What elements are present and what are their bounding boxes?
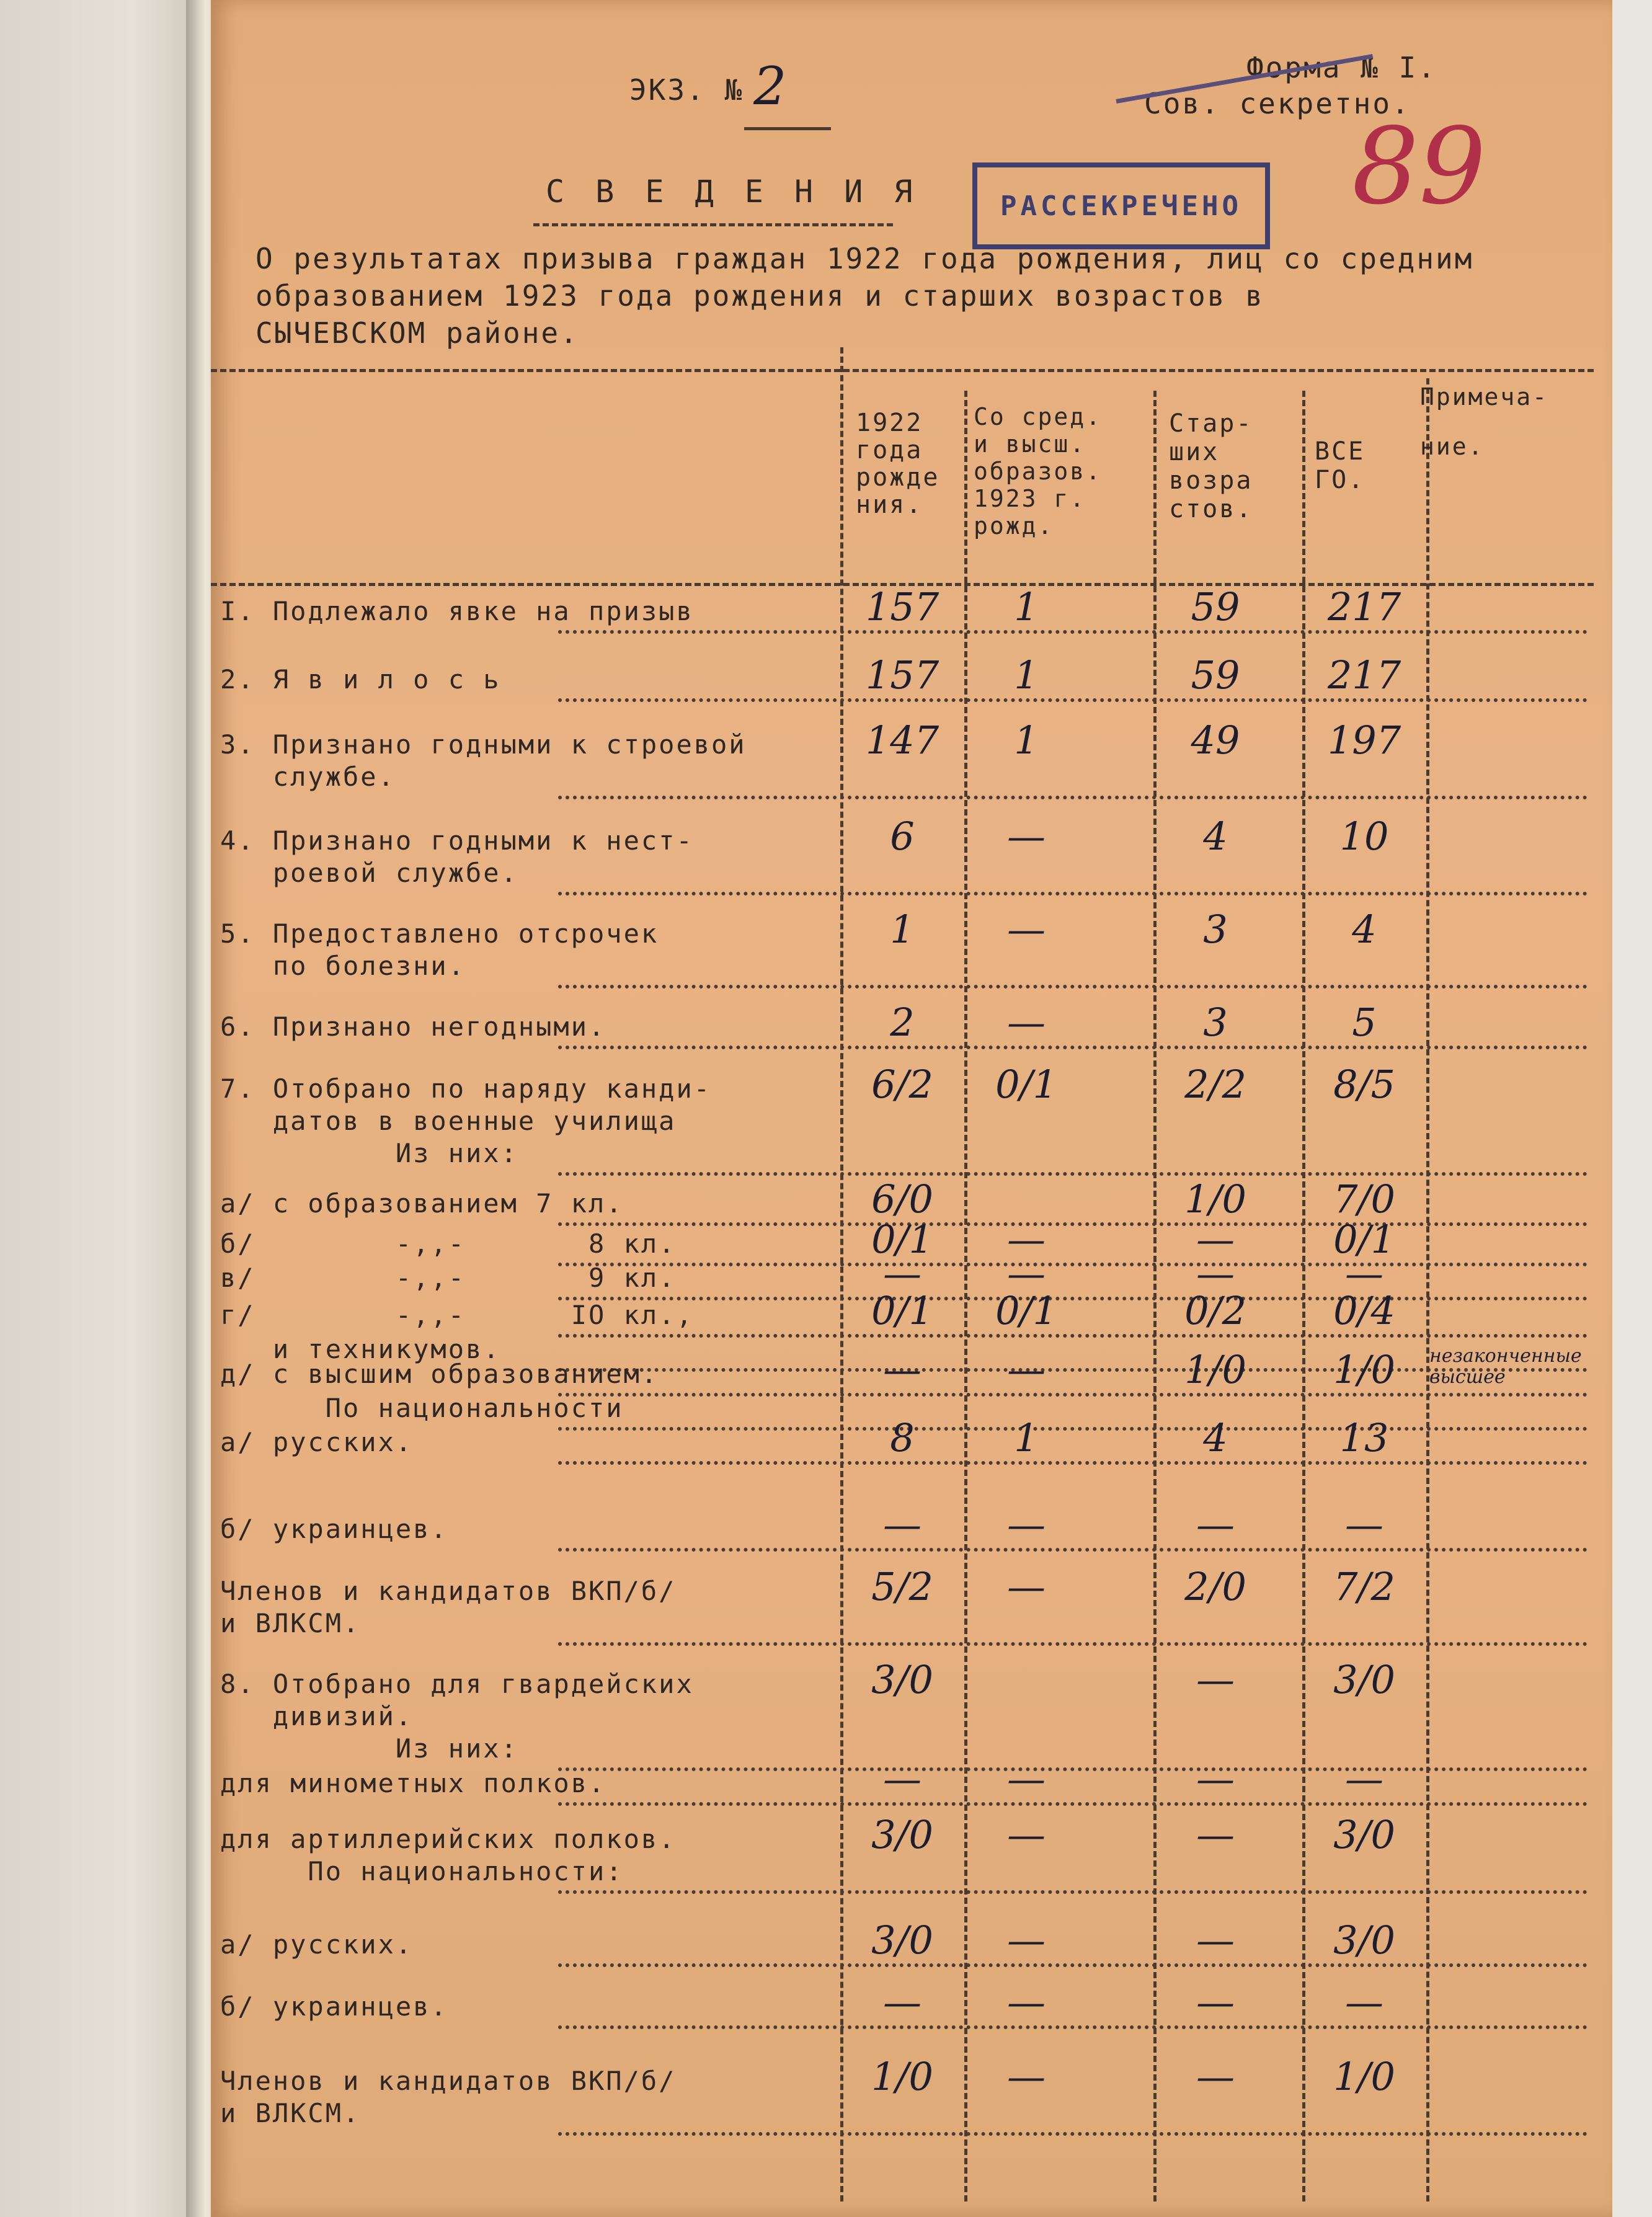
row-value: — xyxy=(1007,814,1046,859)
col-header-notes: Примеча- ние. xyxy=(1420,383,1549,460)
row-value: 5 xyxy=(1352,1000,1377,1045)
row-label: для минометных полков. xyxy=(220,1768,606,1798)
row-value: 6/2 xyxy=(871,1062,933,1107)
row-dotted-rule xyxy=(558,2025,1588,2029)
document-title: С В Е Д Е Н И Я xyxy=(546,174,919,210)
row-value: 3/0 xyxy=(1333,1812,1395,1857)
row-value: — xyxy=(1345,1502,1383,1547)
row-label: Членов и кандидатов ВКП/б/ и ВЛКСМ. xyxy=(220,1576,677,1638)
row-value: — xyxy=(1007,1917,1046,1963)
row-value: — xyxy=(1345,1251,1383,1296)
col-divider-4 xyxy=(1302,391,1305,2201)
row-value: 4 xyxy=(1203,1415,1228,1460)
row-value: 7/0 xyxy=(1333,1176,1395,1222)
row-label: 4. Признано годными к нест- роевой службе. xyxy=(220,825,694,888)
copy-label: ЭКЗ. № xyxy=(629,73,744,107)
row-value: 1 xyxy=(1014,652,1039,698)
row-value: 0/4 xyxy=(1333,1288,1395,1333)
row-value: 157 xyxy=(865,652,939,698)
row-value: — xyxy=(1007,1812,1046,1857)
row-value: — xyxy=(1007,1251,1046,1296)
col-header-older: Стар- ших возра стов. xyxy=(1169,409,1253,523)
row-value: 197 xyxy=(1327,718,1401,763)
row-value: — xyxy=(1007,1756,1046,1802)
row-value: — xyxy=(883,1502,921,1547)
row-value: — xyxy=(1007,1502,1046,1547)
row-label: д/ с высшим образованием. xyxy=(220,1359,659,1389)
row-dotted-rule xyxy=(558,892,1588,895)
row-value: 4 xyxy=(1203,814,1228,859)
copy-underline xyxy=(744,127,831,130)
row-value: 3/0 xyxy=(871,1657,933,1702)
row-dotted-rule xyxy=(558,1393,1588,1397)
row-value: 1/0 xyxy=(1184,1176,1246,1222)
row-dotted-rule xyxy=(558,1548,1588,1552)
row-label: и техникумов. xyxy=(220,1334,501,1364)
col-divider-3 xyxy=(1153,391,1157,2201)
row-value: 1/0 xyxy=(1184,1347,1246,1392)
row-dotted-rule xyxy=(558,1642,1588,1646)
row-dotted-rule xyxy=(558,1963,1588,1967)
row-value: — xyxy=(1196,1979,1235,2025)
subtitle-line-3: СЫЧЕВСКОМ районе. xyxy=(255,316,579,350)
row-value: 49 xyxy=(1191,718,1240,763)
row-value: — xyxy=(1196,2054,1235,2099)
row-value: — xyxy=(1007,1000,1046,1045)
row-value: 0/1 xyxy=(995,1062,1057,1107)
row-value: — xyxy=(1007,2054,1046,2099)
row-value: 59 xyxy=(1191,652,1240,698)
row-value: 6 xyxy=(890,814,915,859)
row-dotted-rule xyxy=(558,1461,1588,1465)
row-label: а/ с образованием 7 кл. xyxy=(220,1188,624,1219)
row-value: 1 xyxy=(1014,584,1039,629)
row-value: 2 xyxy=(890,1000,915,1045)
row-value: 0/1 xyxy=(871,1217,933,1262)
row-dotted-rule xyxy=(558,1046,1588,1049)
row-value: — xyxy=(1196,1756,1235,1802)
row-value: — xyxy=(1196,1251,1235,1296)
row-value: — xyxy=(883,1347,921,1392)
row-dotted-rule xyxy=(558,630,1588,634)
row-value: 0/1 xyxy=(1333,1217,1395,1262)
row-value: 157 xyxy=(865,584,939,629)
row-label: 5. Предоставлено отсрочек по болезни. xyxy=(220,918,659,981)
row-value: 1/0 xyxy=(871,2054,933,2099)
declassified-stamp xyxy=(972,162,1270,249)
form-label: Форма № I. xyxy=(1246,51,1437,84)
row-label: I. Подлежало явке на призыв xyxy=(220,596,694,626)
archive-number: 89 xyxy=(1352,105,1486,228)
row-label: а/ русских. xyxy=(220,1929,414,1960)
row-dotted-rule xyxy=(558,1172,1588,1176)
col-header-total: ВСЕ ГО. xyxy=(1315,437,1366,494)
row-note: незаконченные высшее xyxy=(1429,1345,1582,1388)
row-value: — xyxy=(1196,1657,1235,1702)
row-dotted-rule xyxy=(558,1890,1588,1894)
col-header-1922: 1922 года рожде ния. xyxy=(856,409,940,519)
row-value: 3 xyxy=(1203,907,1228,952)
table-top-rule xyxy=(211,369,1594,372)
row-value: 2/2 xyxy=(1184,1062,1246,1107)
row-dotted-rule xyxy=(558,796,1588,799)
row-value: 1 xyxy=(1014,1415,1039,1460)
row-label: для артиллерийских полков. По национальности: xyxy=(220,1824,677,1886)
row-value: — xyxy=(883,1979,921,2025)
row-value: — xyxy=(1196,1502,1235,1547)
col-divider-1 xyxy=(840,347,843,2201)
row-value: 8/5 xyxy=(1333,1062,1395,1107)
row-value: 1/0 xyxy=(1333,2054,1395,2099)
title-underline xyxy=(533,223,893,226)
row-label: б/ украинцев. xyxy=(220,1514,448,1544)
page-background xyxy=(1612,0,1652,2217)
row-dotted-rule xyxy=(558,985,1588,989)
stamp-text: РАССЕКРЕЧЕНО xyxy=(1000,190,1242,222)
row-value: — xyxy=(1007,907,1046,952)
row-value: 2/0 xyxy=(1184,1564,1246,1609)
row-value: 1 xyxy=(1014,718,1039,763)
row-value: 1 xyxy=(890,907,915,952)
row-label: в/ -,,- 9 кл. xyxy=(220,1263,677,1293)
row-dotted-rule xyxy=(558,698,1588,702)
row-label: а/ русских. xyxy=(220,1427,414,1457)
row-value: 13 xyxy=(1339,1415,1389,1460)
row-label: 7. Отобрано по наряду канди- датов в военные училища Из них: xyxy=(220,1073,712,1168)
row-dotted-rule xyxy=(558,1802,1588,1806)
row-value: — xyxy=(1007,1564,1046,1609)
row-value: 59 xyxy=(1191,584,1240,629)
col-divider-5 xyxy=(1426,378,1429,2201)
row-dotted-rule xyxy=(558,2132,1588,2136)
row-value: — xyxy=(1345,1756,1383,1802)
row-label: По национальности xyxy=(220,1393,624,1423)
row-value: 3/0 xyxy=(871,1917,933,1963)
row-value: 217 xyxy=(1327,584,1401,629)
subtitle-line-2: образованием 1923 года рождения и старших возрастов в xyxy=(255,279,1264,313)
row-value: 3/0 xyxy=(1333,1657,1395,1702)
row-value: — xyxy=(1196,1812,1235,1857)
row-value: 0/2 xyxy=(1184,1288,1246,1333)
row-value: 3/0 xyxy=(1333,1917,1395,1963)
row-value: 3 xyxy=(1203,1000,1228,1045)
row-value: 147 xyxy=(865,718,939,763)
row-value: 3/0 xyxy=(871,1812,933,1857)
secrecy-label: Сов. секретно. xyxy=(1144,87,1411,120)
row-value: — xyxy=(883,1756,921,1802)
row-value: 0/1 xyxy=(995,1288,1057,1333)
row-label: Членов и кандидатов ВКП/б/ и ВЛКСМ. xyxy=(220,2066,677,2128)
row-dotted-rule xyxy=(558,1334,1588,1338)
row-value: 1/0 xyxy=(1333,1347,1395,1392)
col-divider-2 xyxy=(964,391,967,2201)
row-label: г/ -,,- IO кл., xyxy=(220,1300,694,1330)
row-value: — xyxy=(1196,1217,1235,1262)
row-value: — xyxy=(1007,1347,1046,1392)
row-label: 3. Признано годными к строевой службе. xyxy=(220,729,747,792)
row-value: — xyxy=(1196,1917,1235,1963)
copy-number: 2 xyxy=(753,56,787,117)
row-value: — xyxy=(1007,1979,1046,2025)
row-value: 7/2 xyxy=(1333,1564,1395,1609)
row-value: 5/2 xyxy=(871,1564,933,1609)
row-value: 4 xyxy=(1352,907,1377,952)
row-value: 0/1 xyxy=(871,1288,933,1333)
row-value: 8 xyxy=(890,1415,915,1460)
col-header-secondary: Со сред. и высш. образов. 1923 г. рожд. xyxy=(974,403,1103,540)
row-label: б/ украинцев. xyxy=(220,1991,448,2022)
row-label: 6. Признано негодными. xyxy=(220,1011,606,1042)
row-value: 6/0 xyxy=(871,1176,933,1222)
row-label: б/ -,,- 8 кл. xyxy=(220,1228,677,1259)
row-label: 2. Я в и л о с ь xyxy=(220,664,501,695)
row-label: 8. Отобрано для гвардейских дивизий. Из них: xyxy=(220,1669,694,1764)
row-value: — xyxy=(1007,1217,1046,1262)
row-value: — xyxy=(1345,1979,1383,2025)
row-value: 10 xyxy=(1339,814,1389,859)
row-value: — xyxy=(883,1251,921,1296)
row-value: 217 xyxy=(1327,652,1401,698)
subtitle-line-1: О результатах призыва граждан 1922 года рождения, лиц со средним xyxy=(255,242,1474,275)
